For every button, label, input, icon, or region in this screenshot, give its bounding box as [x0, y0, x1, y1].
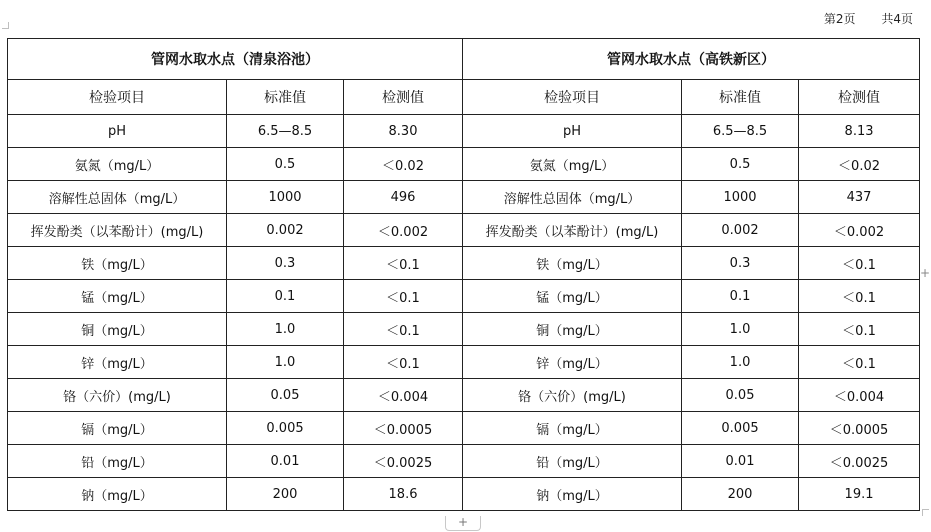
table-row	[8, 346, 920, 379]
cell-standard-left: 6.5—8.5	[227, 115, 344, 148]
table-row	[8, 313, 920, 346]
cell-item-right: 铜（mg/L）	[463, 313, 682, 346]
add-column-button[interactable]: +	[919, 266, 930, 280]
cell-result-left: ＜0.0025	[344, 445, 463, 478]
cell-standard-left: 0.1	[227, 280, 344, 313]
cell-result-left: 18.6	[344, 478, 463, 511]
cell-item-left: 挥发酚类（以苯酚计）(mg/L)	[8, 214, 227, 247]
cell-item-right: 镉（mg/L）	[463, 412, 682, 445]
cell-result-left: ＜0.02	[344, 148, 463, 181]
cell-standard-left: 200	[227, 478, 344, 511]
cell-result-left: ＜0.1	[344, 346, 463, 379]
total-pages-label: 共4页	[881, 12, 913, 26]
cell-item-left: 铁（mg/L）	[8, 247, 227, 280]
cell-item-left: 镉（mg/L）	[8, 412, 227, 445]
cell-result-right: ＜0.1	[799, 346, 920, 379]
cell-item-left: 铜（mg/L）	[8, 313, 227, 346]
water-quality-table	[7, 38, 920, 511]
cell-item-right: 铅（mg/L）	[463, 445, 682, 478]
cell-result-right: 19.1	[799, 478, 920, 511]
table-row	[8, 181, 920, 214]
cell-standard-right: 200	[682, 478, 799, 511]
cell-standard-left: 0.01	[227, 445, 344, 478]
table-row	[8, 445, 920, 478]
current-page-label: 第2页	[823, 12, 856, 26]
table-row	[8, 412, 920, 445]
cell-item-left: 锌（mg/L）	[8, 346, 227, 379]
cell-item-left: 锰（mg/L）	[8, 280, 227, 313]
cell-standard-left: 1.0	[227, 346, 344, 379]
cell-item-right: 锰（mg/L）	[463, 280, 682, 313]
cell-result-right: 437	[799, 181, 920, 214]
cell-result-left: ＜0.0005	[344, 412, 463, 445]
table-row	[8, 214, 920, 247]
cell-result-right: 8.13	[799, 115, 920, 148]
cell-result-right: ＜0.1	[799, 280, 920, 313]
cell-standard-left: 0.5	[227, 148, 344, 181]
cell-result-left: ＜0.002	[344, 214, 463, 247]
column-header-standard-left: 标准值	[227, 80, 344, 115]
cell-item-right: 挥发酚类（以苯酚计）(mg/L)	[463, 214, 682, 247]
cell-result-left: 8.30	[344, 115, 463, 148]
add-row-button[interactable]: +	[445, 516, 481, 531]
table-row	[8, 379, 920, 412]
cell-standard-right: 0.3	[682, 247, 799, 280]
cell-result-right: ＜0.0025	[799, 445, 920, 478]
cell-standard-left: 0.05	[227, 379, 344, 412]
cell-item-left: 铅（mg/L）	[8, 445, 227, 478]
cell-standard-left: 0.002	[227, 214, 344, 247]
cell-item-right: 溶解性总固体（mg/L）	[463, 181, 682, 214]
cell-item-right: 铁（mg/L）	[463, 247, 682, 280]
table-row	[8, 478, 920, 511]
cell-result-left: 496	[344, 181, 463, 214]
cell-item-right: pH	[463, 115, 682, 148]
cell-item-left: 铬（六价）(mg/L)	[8, 379, 227, 412]
cell-standard-right: 1000	[682, 181, 799, 214]
cell-standard-right: 0.05	[682, 379, 799, 412]
cell-result-right: ＜0.1	[799, 313, 920, 346]
column-header-item-left: 检验项目	[8, 80, 227, 115]
group-title-right: 管网水取水点（高铁新区）	[463, 39, 920, 80]
table-row	[8, 247, 920, 280]
cell-result-right: ＜0.1	[799, 247, 920, 280]
column-header-result-right: 检测值	[799, 80, 920, 115]
table-row	[8, 115, 920, 148]
table-row	[8, 280, 920, 313]
page-corner-mark-top-left	[2, 22, 9, 29]
cell-item-left: 溶解性总固体（mg/L）	[8, 181, 227, 214]
cell-result-right: ＜0.0005	[799, 412, 920, 445]
cell-standard-right: 0.1	[682, 280, 799, 313]
cell-standard-right: 1.0	[682, 313, 799, 346]
cell-result-left: ＜0.1	[344, 313, 463, 346]
cell-standard-right: 1.0	[682, 346, 799, 379]
cell-result-left: ＜0.1	[344, 280, 463, 313]
cell-standard-right: 0.002	[682, 214, 799, 247]
cell-standard-right: 6.5—8.5	[682, 115, 799, 148]
cell-item-right: 锌（mg/L）	[463, 346, 682, 379]
table-row	[8, 148, 920, 181]
page-corner-mark-bottom-right	[922, 509, 929, 516]
page-number	[824, 10, 913, 27]
column-header-item-right: 检验项目	[463, 80, 682, 115]
group-title-left: 管网水取水点（清泉浴池）	[8, 39, 463, 80]
cell-item-right: 铬（六价）(mg/L)	[463, 379, 682, 412]
cell-item-right: 钠（mg/L）	[463, 478, 682, 511]
cell-item-left: pH	[8, 115, 227, 148]
column-header-standard-right: 标准值	[682, 80, 799, 115]
cell-item-right: 氨氮（mg/L）	[463, 148, 682, 181]
cell-standard-right: 0.5	[682, 148, 799, 181]
cell-result-right: ＜0.02	[799, 148, 920, 181]
cell-standard-left: 0.3	[227, 247, 344, 280]
cell-standard-right: 0.01	[682, 445, 799, 478]
cell-standard-left: 1000	[227, 181, 344, 214]
cell-result-left: ＜0.1	[344, 247, 463, 280]
cell-item-left: 钠（mg/L）	[8, 478, 227, 511]
cell-standard-right: 0.005	[682, 412, 799, 445]
cell-standard-left: 0.005	[227, 412, 344, 445]
cell-standard-left: 1.0	[227, 313, 344, 346]
cell-result-right: ＜0.004	[799, 379, 920, 412]
group-title-row	[8, 39, 920, 80]
column-header-result-left: 检测值	[344, 80, 463, 115]
cell-result-right: ＜0.002	[799, 214, 920, 247]
cell-result-left: ＜0.004	[344, 379, 463, 412]
cell-item-left: 氨氮（mg/L）	[8, 148, 227, 181]
column-header-row	[8, 80, 920, 115]
